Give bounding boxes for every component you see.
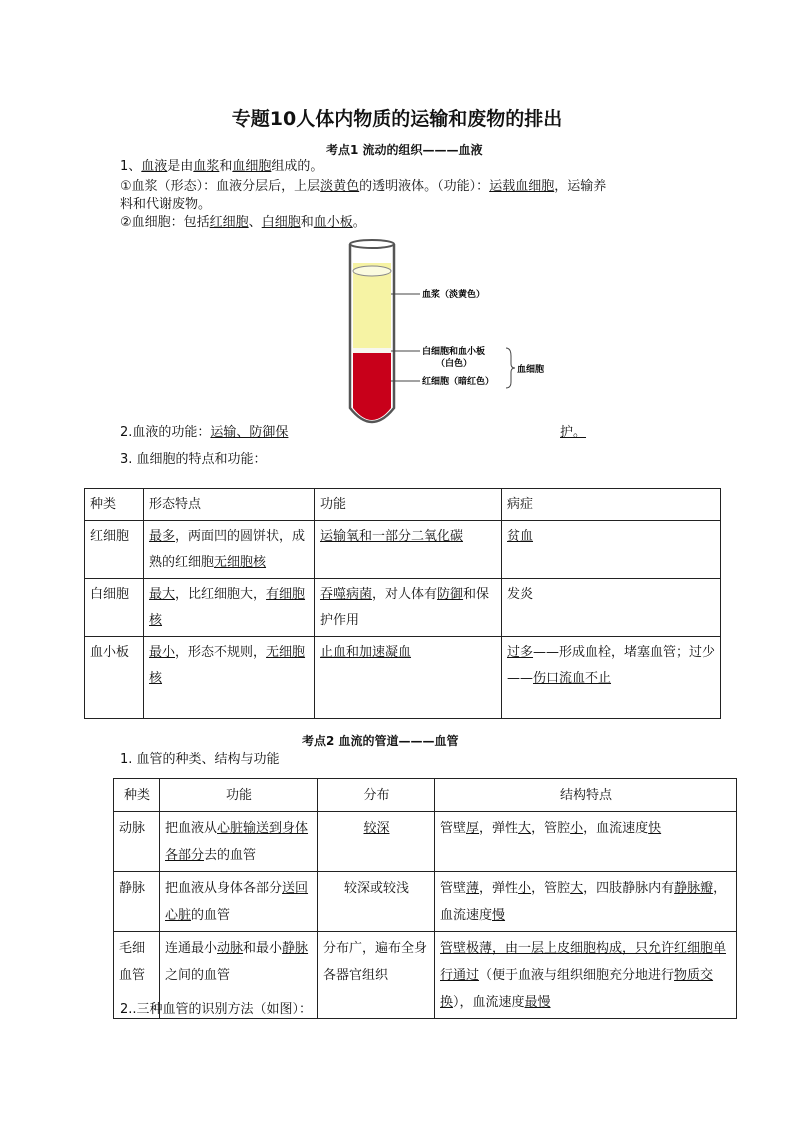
plasma-line: ①血浆（形态）：血液分层后，上层淡黄色的透明液体。（功能）：运载血细胞，运输养 — [120, 179, 607, 194]
cell-function: 吞噬病菌，对人体有防御和保护作用 — [315, 579, 502, 637]
header-cell: 功能 — [160, 779, 318, 812]
vessels-heading: 1. 血管的种类、结构与功能 — [120, 752, 280, 767]
header-cell: 种类 — [114, 779, 160, 812]
cell-type: 血小板 — [85, 637, 144, 719]
cell-distribution: 较深或较浅 — [318, 872, 435, 932]
blood-cells-table — [84, 488, 721, 719]
table-row — [85, 579, 721, 637]
cell-type: 动脉 — [114, 812, 160, 872]
blood-cells-heading: 3. 血细胞的特点和功能： — [120, 452, 267, 467]
cell-morphology: 最小，形态不规则，无细胞核 — [144, 637, 315, 719]
header-cell: 功能 — [315, 489, 502, 521]
blood-tube-figure — [340, 236, 560, 426]
cell-structure: 管壁薄，弹性小，管腔大，四肢静脉内有静脉瓣，血流速度慢 — [435, 872, 737, 932]
header-cell: 分布 — [318, 779, 435, 812]
label-plasma: 血浆（淡黄色） — [422, 290, 486, 300]
cell-function: 把血液从身体各部分送回心脏的血管 — [160, 872, 318, 932]
header-cell: 种类 — [85, 489, 144, 521]
table-row — [85, 637, 721, 719]
cell-function: 把血液从心脏输送到身体各部分去的血管 — [160, 812, 318, 872]
cell-morphology: 最大，比红细胞大，有细胞核 — [144, 579, 315, 637]
blood-composition-line: 1、血液是由血浆和血细胞组成的。 — [120, 159, 324, 174]
label-blood-cells: 血细胞 — [517, 365, 545, 375]
table-row — [114, 812, 737, 872]
wbc-layer — [353, 348, 391, 353]
cell-distribution: 较深 — [318, 812, 435, 872]
cell-structure: 管壁厚，弹性大，管腔小，血流速度快 — [435, 812, 737, 872]
blood-cells-line: ②血细胞：包括红细胞、白细胞和血小板。 — [120, 215, 366, 230]
label-wbc-platelets: 白细胞和血小板 — [422, 347, 486, 357]
cell-structure: 管壁极薄，由一层上皮细胞构成，只允许红细胞单行通过（便于血液与组织细胞充分地进行物质交换），血流速度最慢 — [435, 932, 737, 1019]
blood-vessels-table — [113, 778, 737, 1019]
cell-function: 止血和加速凝血 — [315, 637, 502, 719]
table-header-row — [114, 779, 737, 812]
page-title: 专题10人体内物质的运输和废物的排出 — [231, 108, 563, 130]
cell-function: 连通最小动脉和最小静脉之间的血管 — [160, 932, 318, 1019]
blood-cells-bracket — [506, 348, 515, 388]
blood-function-line-end: 护。 — [560, 425, 587, 440]
cell-type: 白细胞 — [85, 579, 144, 637]
section2-heading: 考点2 血流的管道———血管 — [302, 734, 459, 748]
cell-disease: 过多——形成血栓，堵塞血管；过少——伤口流血不止 — [502, 637, 721, 719]
table-row — [114, 872, 737, 932]
vessel-identification-heading: 2..三种血管的识别方法（如图）： — [120, 1002, 313, 1017]
cell-morphology: 最多，两面凹的圆饼状，成熟的红细胞无细胞核 — [144, 521, 315, 579]
header-cell: 结构特点 — [435, 779, 737, 812]
blood-function-line: 2.血液的功能：运输、防御保 — [120, 425, 289, 440]
cell-distribution: 分布广，遍布全身各器官组织 — [318, 932, 435, 1019]
cell-disease: 发炎 — [502, 579, 721, 637]
cell-function: 运输氧和一部分二氧化碳 — [315, 521, 502, 579]
rbc-layer — [353, 353, 391, 420]
test-tube-rim — [350, 240, 394, 248]
header-cell: 病症 — [502, 489, 721, 521]
table-header-row — [85, 489, 721, 521]
table-row — [85, 521, 721, 579]
label-rbc: 红细胞（暗红色） — [422, 377, 495, 387]
header-cell: 形态特点 — [144, 489, 315, 521]
plasma-line-cont: 料和代谢废物。 — [120, 197, 212, 212]
label-white: （白色） — [436, 359, 473, 369]
cell-type: 静脉 — [114, 872, 160, 932]
section1-heading: 考点1 流动的组织———血液 — [326, 143, 483, 157]
cell-disease: 贫血 — [502, 521, 721, 579]
cell-type: 毛细血管 — [114, 932, 160, 1019]
cell-type: 红细胞 — [85, 521, 144, 579]
